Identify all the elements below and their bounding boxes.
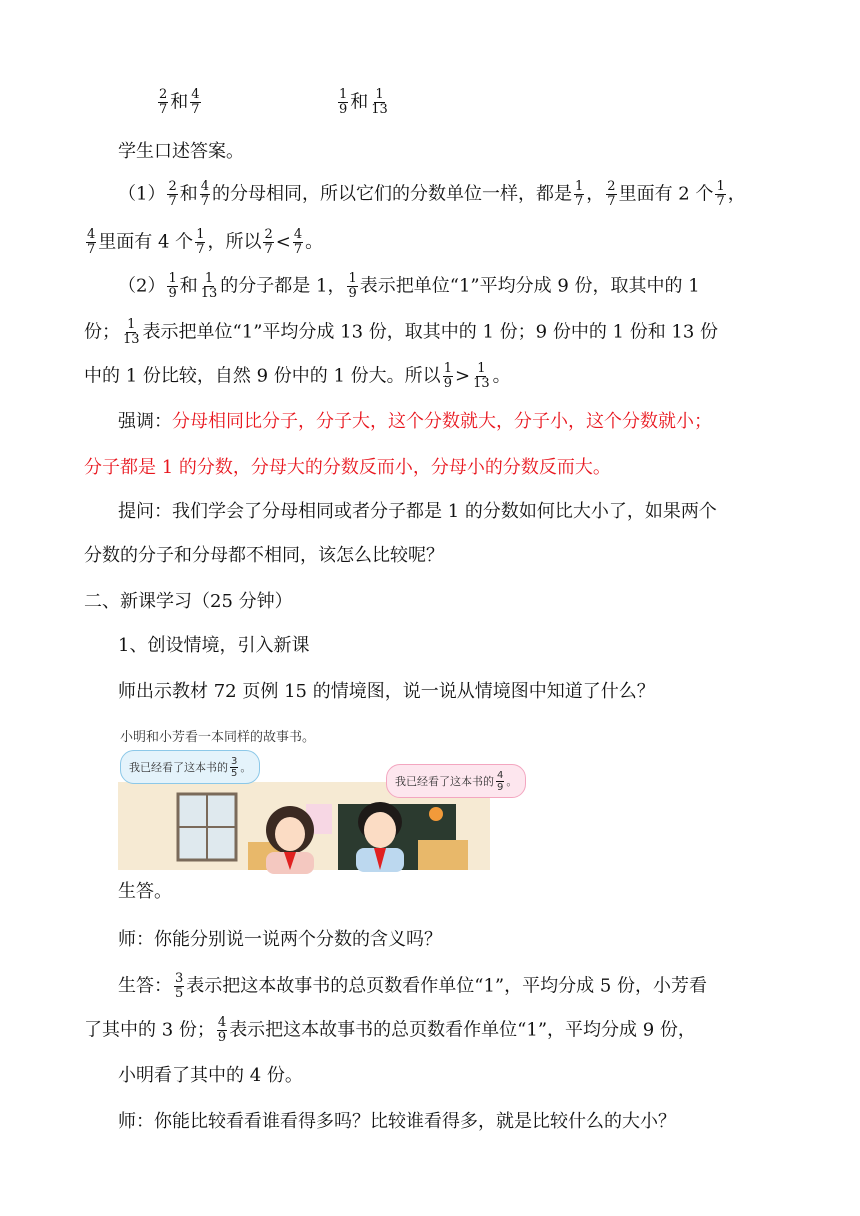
item1-line1: （1） $\frac{2}{7}$ 和 $\frac{4}{7}$ 的分母相同，所以它们的分数单位一样，都是 $\frac{1}{7}$ ， $\frac{2}{7}$ 里面有 2 个 $\frac{1}{7}$ ， xyxy=(118,179,746,209)
fraction: $\frac{2}{7}$ xyxy=(607,179,616,209)
question-line2: 分数的分子和分母都不相同，该怎么比较呢？ xyxy=(84,545,444,566)
item2-line3: 中的 1 份比较，自然 9 份中的 1 份大。所以 $\frac{1}{9}$ > $\frac{1}{13}$ 。 xyxy=(84,361,511,391)
top-pair-right: $\frac{1}{9}$ 和 $\frac{1}{13}$ xyxy=(339,87,388,117)
fraction: $\frac{1}{9}$ xyxy=(339,87,348,117)
fraction: $\frac{1}{9}$ xyxy=(443,361,452,391)
student-explain-line2: 了其中的 3 份； $\frac{4}{9}$ 表示把这本故事书的总页数看作单位“1”，平均分成 9 份， xyxy=(84,1015,696,1045)
teacher-question3: 师：你能比较看看谁看得多吗？比较谁看得多，就是比较什么的大小？ xyxy=(118,1111,676,1132)
fraction: $\frac{4}{7}$ xyxy=(293,227,303,257)
fraction: $\frac{4}{9}$ xyxy=(497,769,504,793)
fraction: $\frac{1}{9}$ xyxy=(348,271,357,301)
question-line1: 提问：我们学会了分母相同或者分子都是 1 的分数如何比大小了，如果两个 xyxy=(118,501,717,522)
item2-line1: （2） $\frac{1}{9}$ 和 $\frac{1}{13}$ 的分子都是 1， $\frac{1}{9}$ 表示把单位“1”平均分成 9 份，取其中的 1 xyxy=(118,271,700,301)
fraction: $\frac{1}{7}$ xyxy=(716,179,725,209)
section-title: 二、新课学习（25 分钟） xyxy=(84,591,293,612)
fraction: $\frac{2}{7}$ xyxy=(264,227,273,257)
fraction: $\frac{3}{5}$ xyxy=(231,755,238,779)
fraction: $\frac{1}{13}$ xyxy=(371,87,388,117)
item1-line2: $\frac{4}{7}$ 里面有 4 个 $\frac{1}{7}$ ，所以 $\frac{2}{7}$ < $\frac{4}{7}$ 。 xyxy=(87,227,324,257)
boy-face xyxy=(364,812,396,848)
subsection-title: 1、创设情境，引入新课 xyxy=(118,635,310,656)
teacher-show-text: 师出示教材 72 页例 15 的情境图，说一说从情境图中知道了什么？ xyxy=(118,681,655,702)
speech-bubble-right: 我已经看了这本书的 $\frac{4}{9}$ 。 xyxy=(386,764,526,798)
fraction: $\frac{4}{7}$ xyxy=(87,227,96,257)
fraction: $\frac{1}{13}$ xyxy=(123,317,140,347)
fraction: $\frac{1}{13}$ xyxy=(200,271,218,301)
student-answer2: 生答。 xyxy=(118,881,172,902)
emphasis-line2: 分子都是 1 的分数，分母大的分数反而小，分母小的分数反而大。 xyxy=(84,457,611,478)
fraction: $\frac{2}{7}$ xyxy=(168,179,177,209)
student-explain-line1: 生答： $\frac{3}{5}$ 表示把这本故事书的总页数看作单位“1”，平均分成 5 份，小芳看 xyxy=(118,971,708,1001)
fraction: $\frac{4}{9}$ xyxy=(217,1015,227,1045)
fraction: $\frac{1}{13}$ xyxy=(473,361,490,391)
item2-line2: 份； $\frac{1}{13}$ 表示把单位“1”平均分成 13 份，取其中的 1 份；9 份中的 1 份和 13 份 xyxy=(84,317,719,347)
fraction: $\frac{2}{7}$ xyxy=(159,87,168,117)
speech-bubble-left: 我已经看了这本书的 $\frac{3}{5}$ 。 xyxy=(120,750,260,784)
scene-illustration xyxy=(118,722,518,870)
desk xyxy=(418,840,468,870)
top-pair-left: $\frac{2}{7}$ 和 $\frac{4}{7}$ xyxy=(159,87,200,117)
girl-face xyxy=(275,817,305,851)
fraction: $\frac{3}{5}$ xyxy=(175,971,184,1001)
fraction: $\frac{1}{9}$ xyxy=(168,271,177,301)
student-answer-text: 学生口述答案。 xyxy=(118,141,244,162)
fraction: $\frac{4}{7}$ xyxy=(191,87,200,117)
teacher-question2: 师：你能分别说一说两个分数的含义吗？ xyxy=(118,929,442,950)
fraction: $\frac{4}{7}$ xyxy=(200,179,210,209)
figure-caption: 小明和小芳看一本同样的故事书。 xyxy=(120,730,316,745)
fraction: $\frac{1}{7}$ xyxy=(575,179,584,209)
emphasis-line1: 强调：分母相同比分子，分子大，这个分数就大，分子小，这个分数就小； xyxy=(118,411,712,432)
student-explain-line3: 小明看了其中的 4 份。 xyxy=(118,1065,303,1086)
fraction: $\frac{1}{7}$ xyxy=(196,227,205,257)
